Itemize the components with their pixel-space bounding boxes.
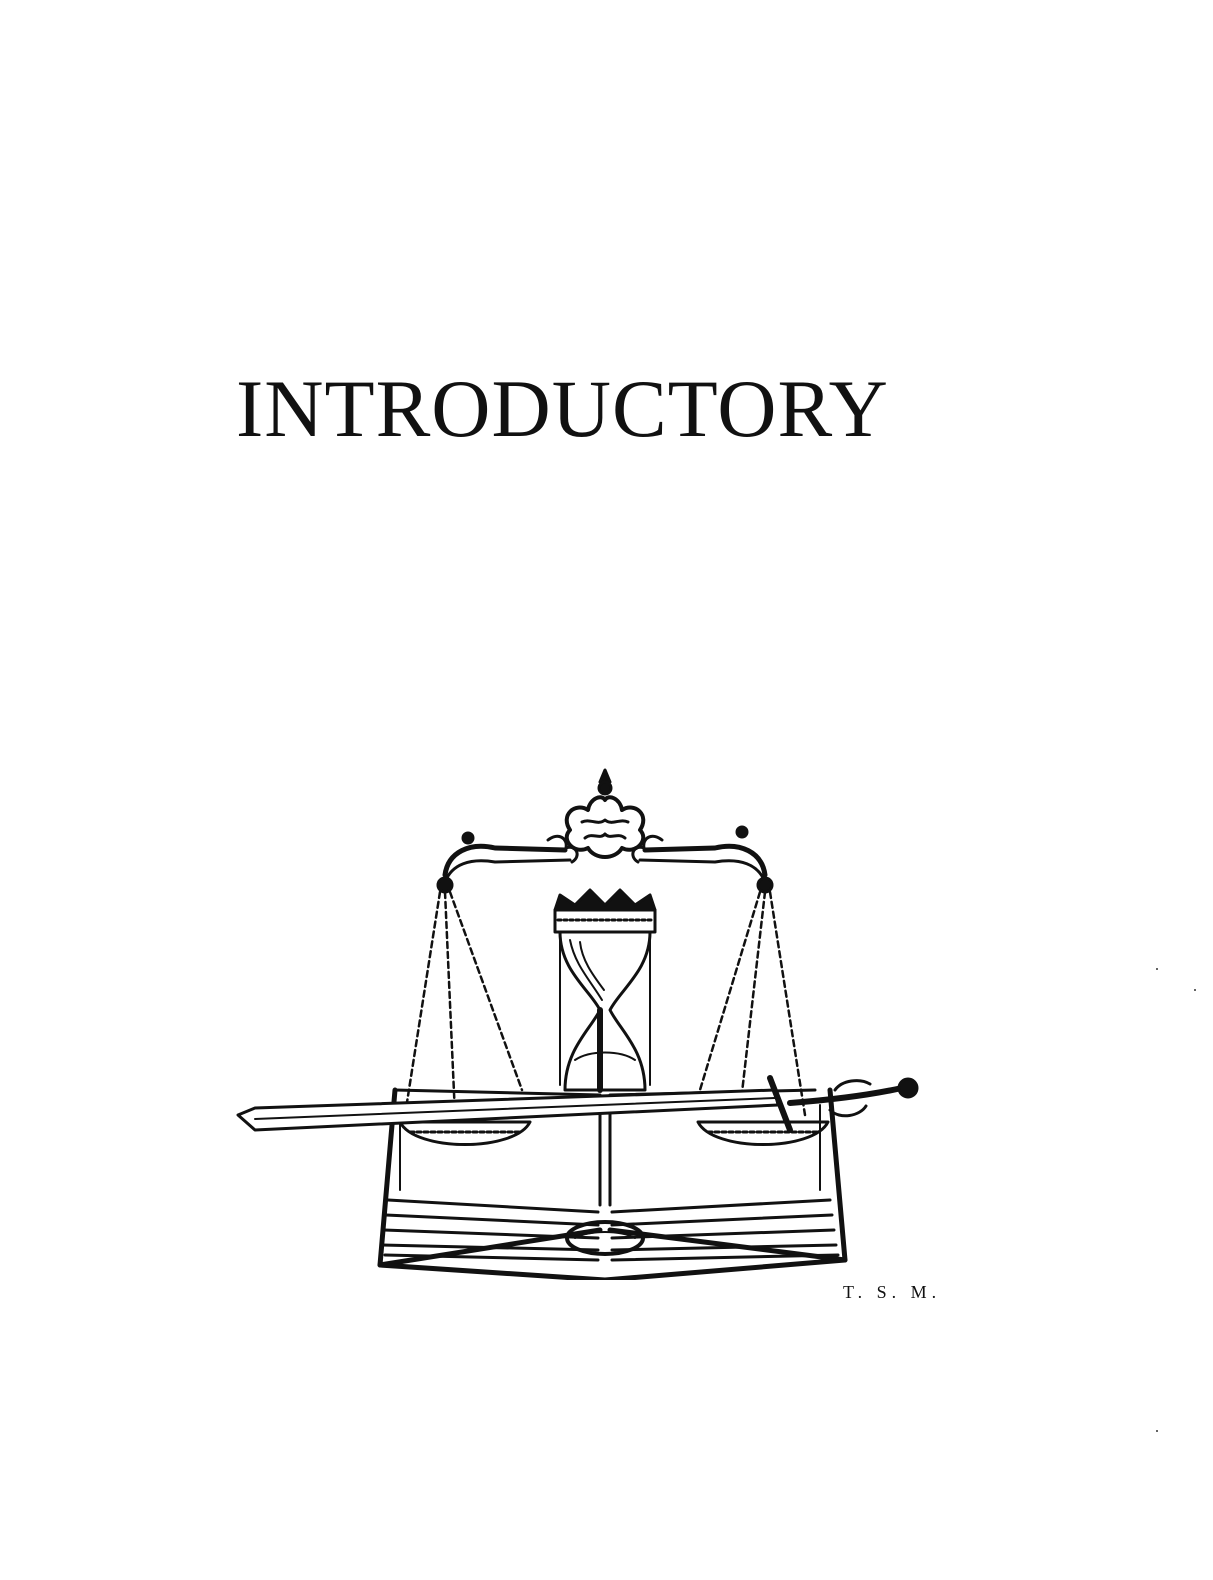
scan-speck xyxy=(1194,989,1196,991)
left-chains xyxy=(405,892,522,1115)
hourglass xyxy=(555,890,655,1090)
page-title: INTRODUCTORY xyxy=(236,363,889,454)
scan-speck xyxy=(1156,968,1158,970)
scales-of-justice-emblem-icon xyxy=(230,760,930,1280)
scales-beam xyxy=(438,827,772,892)
scan-speck xyxy=(1156,1430,1158,1432)
scale-pans xyxy=(400,1122,828,1145)
right-chains xyxy=(700,892,805,1115)
artist-signature: T. S. M. xyxy=(843,1282,942,1302)
